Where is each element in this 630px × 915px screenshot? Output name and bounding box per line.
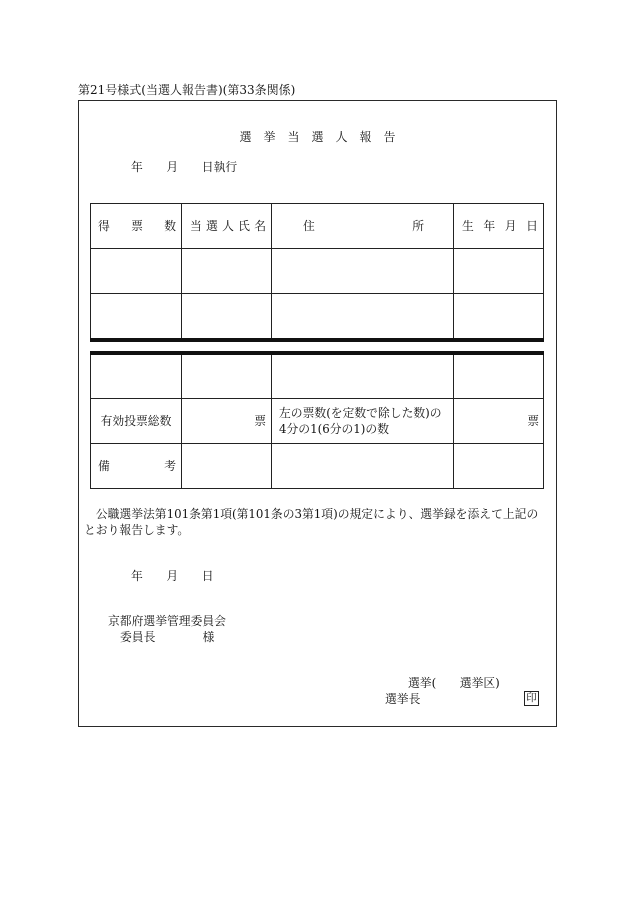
report-statement: 公職選挙法第101条第1項(第101条の3第1項)の規定により、選挙録を添えて上記のとおり報告します。 [84, 507, 539, 537]
votes-cell [91, 355, 181, 398]
header-char: 住 [303, 219, 315, 233]
valid-votes-label-text: 有効投票総数 [100, 414, 172, 428]
header-char: 月 [504, 219, 517, 233]
execution-date: 年 月 日執行 [131, 160, 238, 174]
votes-unit: 票 [254, 414, 266, 428]
report-form-frame [78, 100, 557, 727]
remarks-label [91, 444, 181, 488]
winners-table-lower [90, 355, 544, 489]
header-char: 人 [222, 219, 234, 233]
header-char: 名 [254, 219, 266, 233]
votes-cell [91, 294, 181, 338]
address-cell [272, 355, 453, 398]
header-address [272, 204, 453, 248]
remarks-cell [272, 444, 453, 488]
winners-table-upper [90, 203, 544, 338]
quota-label [272, 399, 453, 443]
header-char: 票 [131, 219, 143, 233]
valid-votes-label [91, 399, 181, 443]
votes-cell [91, 249, 181, 293]
votes-unit: 票 [527, 414, 539, 428]
winner-name-cell [182, 249, 271, 293]
recipient-addressee: 委員長 様 [120, 630, 215, 644]
quota-label-line: 左の票数(を定数で除した数)の [279, 406, 442, 420]
remarks-cell [182, 444, 271, 488]
header-birthdate [454, 204, 543, 248]
address-cell [272, 249, 453, 293]
header-char: 生 [462, 219, 474, 233]
header-votes [91, 204, 181, 248]
remarks-char: 備 [98, 459, 110, 473]
winner-name-cell [182, 294, 271, 338]
header-char: 当 [190, 219, 202, 233]
valid-votes-value-cell [182, 399, 271, 443]
header-char: 氏 [238, 219, 250, 233]
quota-label-line: 4分の1(6分の1)の数 [279, 422, 390, 436]
header-char: 所 [412, 219, 424, 233]
seal-mark-icon: 印 [524, 691, 539, 706]
header-char: 数 [164, 219, 176, 233]
report-date: 年 月 日 [131, 569, 214, 583]
sender-role: 選挙長 [385, 692, 421, 706]
quota-value-cell [454, 399, 543, 443]
header-char: 選 [206, 219, 218, 233]
header-char: 日 [526, 219, 538, 233]
header-winner-name [182, 204, 271, 248]
table-break-lines [90, 338, 544, 355]
birthdate-cell [454, 355, 543, 398]
address-cell [272, 294, 453, 338]
sender-election: 選挙( 選挙区) [408, 676, 500, 690]
birthdate-cell [454, 249, 543, 293]
header-char: 得 [98, 219, 110, 233]
recipient-organization: 京都府選挙管理委員会 [108, 614, 226, 628]
form-number-label: 第21号様式(当選人報告書)(第33条関係) [78, 83, 296, 97]
header-char: 年 [483, 219, 496, 233]
remarks-cell [454, 444, 543, 488]
winner-name-cell [182, 355, 271, 398]
birthdate-cell [454, 294, 543, 338]
remarks-char: 考 [164, 459, 176, 473]
form-title: 選挙当選人報告 [239, 130, 408, 144]
